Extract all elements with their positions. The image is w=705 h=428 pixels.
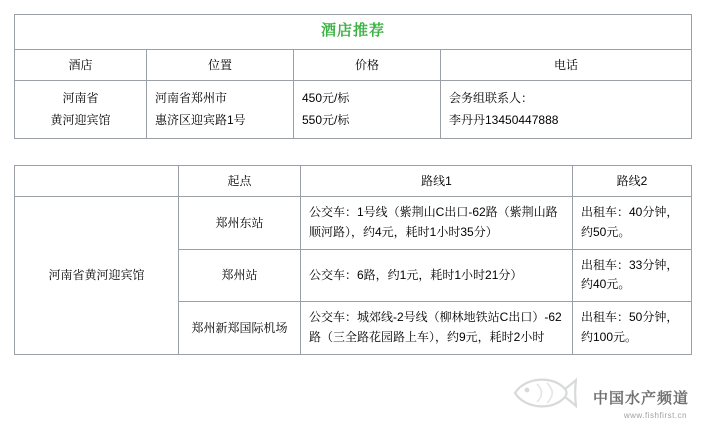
- route-origin-cell: 郑州站: [179, 249, 301, 302]
- route-table: [14, 165, 692, 355]
- route-option-1-cell: 公交车：6路，约1元，耗时1小时21分）: [301, 249, 573, 302]
- route-header-blank: [15, 166, 179, 197]
- route-option-1-cell: 公交车：1号线（紫荆山C出口-62路（紫荆山路顺河路），约4元，耗时1小时35分）: [301, 197, 573, 250]
- watermark-text: 中国水产频道: [592, 390, 689, 407]
- hotel-name-line-2: 黄河迎宾馆: [50, 113, 111, 128]
- route-header-origin: 起点: [179, 166, 301, 197]
- hotel-contact-phone: 李丹丹13450447888: [449, 113, 559, 128]
- route-option-2-cell: 出租车：40分钟，约50元。: [573, 197, 692, 250]
- route-header-row: [15, 166, 692, 197]
- hotel-price-cell: [294, 80, 441, 139]
- table-row: [15, 80, 692, 139]
- hotel-price-line-1: 450元/标: [302, 90, 350, 105]
- fish-icon: [507, 372, 577, 414]
- route-option-2-cell: 出租车：50分钟，约100元。: [573, 302, 692, 355]
- hotel-address-line-1: 河南省郑州市: [155, 90, 228, 105]
- header-price: 价格: [294, 49, 441, 80]
- route-origin-cell: 郑州新郑国际机场: [179, 302, 301, 355]
- route-destination-cell: 河南省黄河迎宾馆: [15, 197, 179, 355]
- watermark: [505, 372, 695, 420]
- header-hotel: 酒店: [15, 49, 147, 80]
- hotel-name-line-1: 河南省: [62, 90, 99, 105]
- hotel-table-title: 酒店推荐: [15, 15, 692, 50]
- hotel-name-cell: [15, 80, 147, 139]
- hotel-address-cell: [147, 80, 294, 139]
- table-row: [15, 197, 692, 250]
- route-option-1-cell: 公交车：城郊线-2号线（柳林地铁站C出口）-62路（三全路花园路上车），约9元，耗时2小时: [301, 302, 573, 355]
- header-location: 位置: [147, 49, 294, 80]
- hotel-price-line-2: 550元/标: [302, 113, 350, 128]
- route-origin-cell: 郑州东站: [179, 197, 301, 250]
- hotel-phone-cell: [441, 80, 692, 139]
- route-option-2-cell: 出租车：33分钟，约40元。: [573, 249, 692, 302]
- hotel-contact-label: 会务组联系人：: [449, 90, 534, 105]
- table-spacer: [14, 139, 691, 165]
- table-title-row: [15, 15, 692, 50]
- table-header-row: [15, 49, 692, 80]
- route-header-route2: 路线2: [573, 166, 692, 197]
- header-phone: 电话: [441, 49, 692, 80]
- hotel-address-line-2: 惠济区迎宾路1号: [155, 113, 246, 128]
- route-header-route1: 路线1: [301, 166, 573, 197]
- hotel-recommendation-table: [14, 14, 692, 139]
- watermark-subtext: www.fishfirst.cn: [623, 411, 687, 420]
